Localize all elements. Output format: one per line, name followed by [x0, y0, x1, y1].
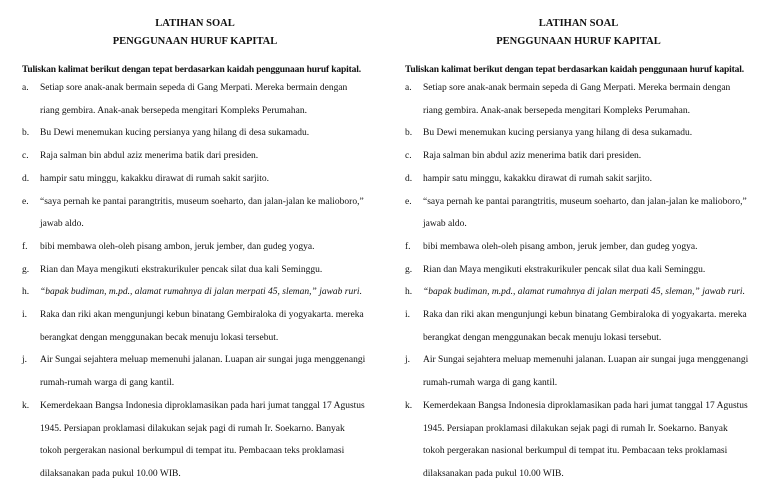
exercise-marker: d.: [22, 173, 30, 184]
exercise-line: [405, 122, 762, 145]
exercise-marker: c.: [405, 151, 412, 162]
exercise-line: [22, 168, 378, 191]
instruction: Tuliskan kalimat berikut dengan tepat berdasarkan kaidah penggunaan huruf kapital.: [22, 65, 361, 75]
exercise-text: Kemerdekaan Bangsa Indonesia diproklamasikan pada hari jumat tanggal 17 Agustus: [40, 400, 365, 411]
exercise-marker: b.: [405, 128, 413, 139]
exercise-text: Air Sungai sejahtera meluap memenuhi jalanan. Luapan air sungai juga menggenangi: [40, 355, 366, 366]
exercise-marker: [405, 100, 423, 123]
exercise-line: [22, 281, 378, 304]
exercise-marker: [405, 463, 423, 486]
exercise-line: [405, 440, 762, 463]
exercise-line: [405, 395, 762, 418]
exercise-marker: e.: [405, 196, 412, 207]
instruction: Tuliskan kalimat berikut dengan tepat berdasarkan kaidah penggunaan huruf kapital.: [405, 65, 744, 75]
exercise-line: [405, 77, 762, 100]
exercise-text: Rian dan Maya mengikuti ekstrakurikuler pencak silat dua kali Seminggu.: [40, 264, 323, 275]
exercise-marker: j.: [22, 355, 28, 366]
exercise-marker: g.: [22, 264, 30, 275]
exercise-line: [22, 418, 378, 441]
exercise-marker: [22, 372, 40, 395]
exercise-marker: b.: [22, 128, 30, 139]
exercise-line: [405, 327, 762, 350]
exercise-marker: [22, 213, 40, 236]
exercise-line: [22, 145, 378, 168]
exercise-line: [22, 213, 378, 236]
exercise-marker: k.: [22, 400, 30, 411]
exercise-line: [22, 440, 378, 463]
exercise-line: [22, 304, 378, 327]
exercise-marker: h.: [405, 287, 413, 298]
exercise-line: [22, 236, 378, 259]
exercise-marker: [405, 327, 423, 350]
exercise-text: jawab aldo.: [423, 219, 467, 230]
exercise-text: berangkat dengan menggunakan becak menuju lokasi tersebut.: [423, 332, 662, 343]
exercise-text: jawab aldo.: [40, 219, 84, 230]
exercise-text: hampir satu minggu, kakakku dirawat di rumah sakit sarjito.: [423, 173, 653, 184]
exercise-line: [22, 100, 378, 123]
exercise-marker: [405, 440, 423, 463]
exercise-text: Bu Dewi menemukan kucing persianya yang hilang di desa sukamadu.: [423, 128, 693, 139]
exercise-marker: i.: [405, 310, 411, 321]
exercise-line: [22, 349, 378, 372]
exercise-marker: d.: [405, 173, 413, 184]
title-line-2: PENGGUNAAN HURUF KAPITAL: [112, 36, 278, 47]
exercise-line: [405, 349, 762, 372]
exercise-text: 1945. Persiapan proklamasi dilakukan sejak pagi di rumah Ir. Soekarno. Banyak: [40, 423, 345, 434]
exercise-marker: f.: [22, 241, 28, 252]
exercise-line: [405, 372, 762, 395]
exercise-line: [405, 213, 762, 236]
exercise-line: [22, 77, 378, 100]
exercise-marker: [22, 440, 40, 463]
exercise-text: Raja salman bin abdul aziz menerima batik dari presiden.: [423, 151, 642, 162]
exercise-line: [405, 304, 762, 327]
exercise-line: [405, 100, 762, 123]
exercise-text: Rian dan Maya mengikuti ekstrakurikuler pencak silat dua kali Seminggu.: [423, 264, 706, 275]
exercise-line: [405, 236, 762, 259]
exercise-text: Raka dan riki akan mengunjungi kebun binatang Gembiraloka di yogyakarta. mereka: [40, 310, 364, 321]
exercise-marker: [22, 100, 40, 123]
exercise-marker: [405, 372, 423, 395]
exercise-line: [405, 281, 762, 304]
exercise-line: [22, 395, 378, 418]
exercise-line: [405, 418, 762, 441]
exercise-text: “bapak budiman, m.pd., alamat rumahnya di jalan merpati 45, sleman,” jawab ruri.: [40, 287, 362, 298]
exercise-line: [22, 122, 378, 145]
exercise-text: Kemerdekaan Bangsa Indonesia diproklamasikan pada hari jumat tanggal 17 Agustus: [423, 400, 748, 411]
exercise-text: bibi membawa oleh-oleh pisang ambon, jeruk jember, dan gudeg yogya.: [40, 241, 315, 252]
exercise-marker: a.: [22, 83, 29, 93]
exercise-marker: c.: [22, 151, 29, 162]
exercise-line: [405, 145, 762, 168]
exercise-line: [22, 327, 378, 350]
exercise-text: hampir satu minggu, kakakku dirawat di rumah sakit sarjito.: [40, 173, 270, 184]
exercise-line: [405, 168, 762, 191]
exercise-line: [22, 372, 378, 395]
exercise-line: [22, 191, 378, 214]
exercise-marker: h.: [22, 287, 30, 298]
title-line-1: LATIHAN SOAL: [155, 18, 235, 29]
exercise-text: tokoh pergerakan nasional berkumpul di tempat itu. Pembacaan teks proklamasi: [40, 446, 345, 457]
exercise-text: dilaksanakan pada pukul 10.00 WIB.: [40, 468, 181, 479]
exercise-text: “bapak budiman, m.pd., alamat rumahnya di jalan merpati 45, sleman,” jawab ruri.: [423, 287, 745, 298]
exercise-line: [405, 191, 762, 214]
exercise-marker: [405, 213, 423, 236]
exercise-text: rumah-rumah warga di gang kantil.: [423, 378, 558, 389]
worksheet-right: [384, 0, 768, 503]
exercise-marker: [22, 463, 40, 486]
exercise-marker: [22, 418, 40, 441]
exercise-line: [22, 259, 378, 282]
exercise-marker: e.: [22, 196, 29, 207]
exercise-text: Raja salman bin abdul aziz menerima batik dari presiden.: [40, 151, 259, 162]
exercise-text: “saya pernah ke pantai parangtritis, museum soeharto, dan jalan-jalan ke malioboro,”: [423, 196, 747, 207]
exercise-marker: k.: [405, 400, 413, 411]
exercise-text: riang gembira. Anak-anak bersepeda mengitari Kompleks Perumahan.: [40, 105, 307, 116]
title-line-2: PENGGUNAAN HURUF KAPITAL: [496, 36, 661, 47]
exercise-line: [405, 259, 762, 282]
exercise-text: Bu Dewi menemukan kucing persianya yang hilang di desa sukamadu.: [40, 128, 310, 139]
exercise-text: riang gembira. Anak-anak bersepeda mengitari Kompleks Perumahan.: [423, 105, 690, 116]
title-line-1: LATIHAN SOAL: [538, 18, 619, 29]
exercise-text: berangkat dengan menggunakan becak menuju lokasi tersebut.: [40, 332, 279, 343]
exercise-text: “saya pernah ke pantai parangtritis, museum soeharto, dan jalan-jalan ke malioboro,”: [40, 196, 364, 207]
exercise-marker: j.: [405, 355, 411, 366]
exercise-text: Air Sungai sejahtera meluap memenuhi jalanan. Luapan air sungai juga menggenangi: [423, 355, 749, 366]
exercise-text: dilaksanakan pada pukul 10.00 WIB.: [423, 468, 564, 479]
exercise-text: Setiap sore anak-anak bermain sepeda di Gang Merpati. Mereka bermain dengan: [423, 83, 731, 93]
exercise-marker: [405, 418, 423, 441]
exercise-text: bibi membawa oleh-oleh pisang ambon, jeruk jember, dan gudeg yogya.: [423, 241, 698, 252]
exercise-marker: f.: [405, 241, 411, 252]
exercise-marker: [22, 327, 40, 350]
exercise-text: Raka dan riki akan mengunjungi kebun binatang Gembiraloka di yogyakarta. mereka: [423, 310, 747, 321]
exercise-marker: a.: [405, 83, 412, 93]
exercise-marker: g.: [405, 264, 413, 275]
exercise-line: [22, 463, 378, 486]
exercise-list: [405, 77, 762, 486]
exercise-text: 1945. Persiapan proklamasi dilakukan sejak pagi di rumah Ir. Soekarno. Banyak: [423, 423, 728, 434]
exercise-text: tokoh pergerakan nasional berkumpul di tempat itu. Pembacaan teks proklamasi: [423, 446, 728, 457]
exercise-list: [22, 77, 378, 486]
exercise-text: Setiap sore anak-anak bermain sepeda di Gang Merpati. Mereka bermain dengan: [40, 83, 348, 93]
exercise-marker: i.: [22, 310, 28, 321]
exercise-line: [405, 463, 762, 486]
exercise-text: rumah-rumah warga di gang kantil.: [40, 378, 175, 389]
